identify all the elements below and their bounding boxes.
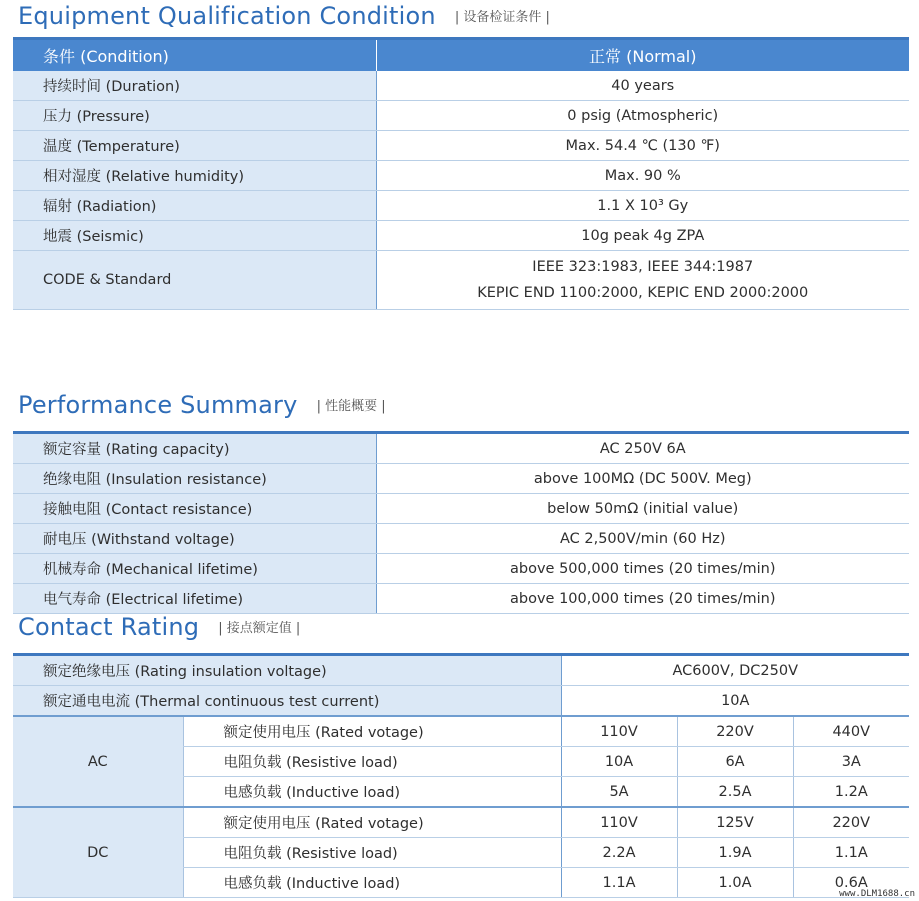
- contact-title-zh: | 接点额定值 |: [218, 621, 301, 636]
- table-row: [13, 584, 909, 614]
- row-label: 相对湿度 (Relative humidity): [13, 161, 376, 191]
- row-label: 地震 (Seismic): [13, 221, 376, 251]
- equipment-table: [13, 37, 909, 310]
- row-label: 机械寿命 (Mechanical lifetime): [13, 554, 376, 584]
- cell-value: 5A: [561, 777, 677, 808]
- row-value: above 500,000 times (20 times/min): [376, 554, 909, 584]
- insulation-row: [13, 655, 909, 686]
- row-value: above 100,000 times (20 times/min): [376, 584, 909, 614]
- contact-rating-table: [13, 653, 909, 898]
- row-label: 绝缘电阻 (Insulation resistance): [13, 464, 376, 494]
- table-row: [13, 554, 909, 584]
- performance-table: [13, 431, 909, 614]
- contact-title-en: Contact Rating: [18, 613, 200, 641]
- performance-title-en: Performance Summary: [18, 391, 298, 419]
- thermal-label: 额定通电电流 (Thermal continuous test current): [13, 686, 561, 717]
- watermark-text: www.DLM1688.cn: [839, 889, 915, 899]
- cell-value: 1.1A: [561, 868, 677, 898]
- cell-value: 220V: [793, 807, 909, 838]
- table-row: [13, 494, 909, 524]
- cell-value: 2.5A: [677, 777, 793, 808]
- table-row: [13, 716, 909, 747]
- row-label: 持续时间 (Duration): [13, 71, 376, 101]
- table-row: [13, 131, 909, 161]
- cell-value: 125V: [677, 807, 793, 838]
- row-value: AC 2,500V/min (60 Hz): [376, 524, 909, 554]
- row-value: AC 250V 6A: [376, 433, 909, 464]
- table-row: [13, 464, 909, 494]
- ac-group-label: AC: [13, 716, 183, 807]
- cell-value: 6A: [677, 747, 793, 777]
- insulation-label: 额定绝缘电压 (Rating insulation voltage): [13, 655, 561, 686]
- thermal-row: [13, 686, 909, 717]
- row-value: Max. 54.4 ℃ (130 ℉): [376, 131, 909, 161]
- insulation-value: AC600V, DC250V: [561, 655, 909, 686]
- cell-value: 220V: [677, 716, 793, 747]
- cell-value: 110V: [561, 807, 677, 838]
- normal-header: 正常 (Normal): [376, 39, 909, 72]
- row-label: 接触电阻 (Contact resistance): [13, 494, 376, 524]
- row-label: 额定使用电压 (Rated votage): [183, 807, 561, 838]
- contact-section-title: [18, 613, 300, 641]
- row-value: above 100MΩ (DC 500V. Meg): [376, 464, 909, 494]
- row-value: 1.1 X 10³ Gy: [376, 191, 909, 221]
- row-label: 耐电压 (Withstand voltage): [13, 524, 376, 554]
- table-row: [13, 433, 909, 464]
- dc-group-label: DC: [13, 807, 183, 898]
- cell-value: 2.2A: [561, 838, 677, 868]
- table-row: [13, 191, 909, 221]
- code-standard-value: [376, 251, 909, 310]
- table-row: [13, 161, 909, 191]
- cell-value: 0.6A: [793, 868, 909, 898]
- row-label: 温度 (Temperature): [13, 131, 376, 161]
- table-row: [13, 101, 909, 131]
- cell-value: 1.2A: [793, 777, 909, 808]
- code-line-1: IEEE 323:1983, IEEE 344:1987: [532, 259, 754, 275]
- row-value: 10g peak 4g ZPA: [376, 221, 909, 251]
- equipment-title-zh: | 设备检证条件 |: [454, 10, 550, 25]
- cell-value: 1.0A: [677, 868, 793, 898]
- row-label: 电感负载 (Inductive load): [183, 868, 561, 898]
- row-label: 辐射 (Radiation): [13, 191, 376, 221]
- code-standard-label: CODE & Standard: [13, 251, 376, 310]
- cell-value: 1.9A: [677, 838, 793, 868]
- row-value: 0 psig (Atmospheric): [376, 101, 909, 131]
- table-row: [13, 221, 909, 251]
- row-value: Max. 90 %: [376, 161, 909, 191]
- table-row: [13, 524, 909, 554]
- row-label: 电感负载 (Inductive load): [183, 777, 561, 808]
- cell-value: 3A: [793, 747, 909, 777]
- equipment-section-title: [18, 2, 550, 30]
- thermal-value: 10A: [561, 686, 909, 717]
- cell-value: 10A: [561, 747, 677, 777]
- condition-header: 条件 (Condition): [13, 39, 376, 72]
- row-label: 额定容量 (Rating capacity): [13, 433, 376, 464]
- row-label: 电阻负载 (Resistive load): [183, 747, 561, 777]
- performance-title-zh: | 性能概要 |: [316, 399, 386, 414]
- row-label: 电阻负载 (Resistive load): [183, 838, 561, 868]
- table-row: [13, 71, 909, 101]
- row-value: below 50mΩ (initial value): [376, 494, 909, 524]
- cell-value: 440V: [793, 716, 909, 747]
- row-label: 额定使用电压 (Rated votage): [183, 716, 561, 747]
- row-label: 压力 (Pressure): [13, 101, 376, 131]
- equipment-title-en: Equipment Qualification Condition: [18, 2, 436, 30]
- code-standard-row: [13, 251, 909, 310]
- row-label: 电气寿命 (Electrical lifetime): [13, 584, 376, 614]
- row-value: 40 years: [376, 71, 909, 101]
- cell-value: 1.1A: [793, 838, 909, 868]
- equipment-header-row: [13, 39, 909, 72]
- performance-section-title: [18, 391, 386, 419]
- table-row: [13, 807, 909, 838]
- cell-value: 110V: [561, 716, 677, 747]
- code-line-2: KEPIC END 1100:2000, KEPIC END 2000:2000: [477, 285, 809, 301]
